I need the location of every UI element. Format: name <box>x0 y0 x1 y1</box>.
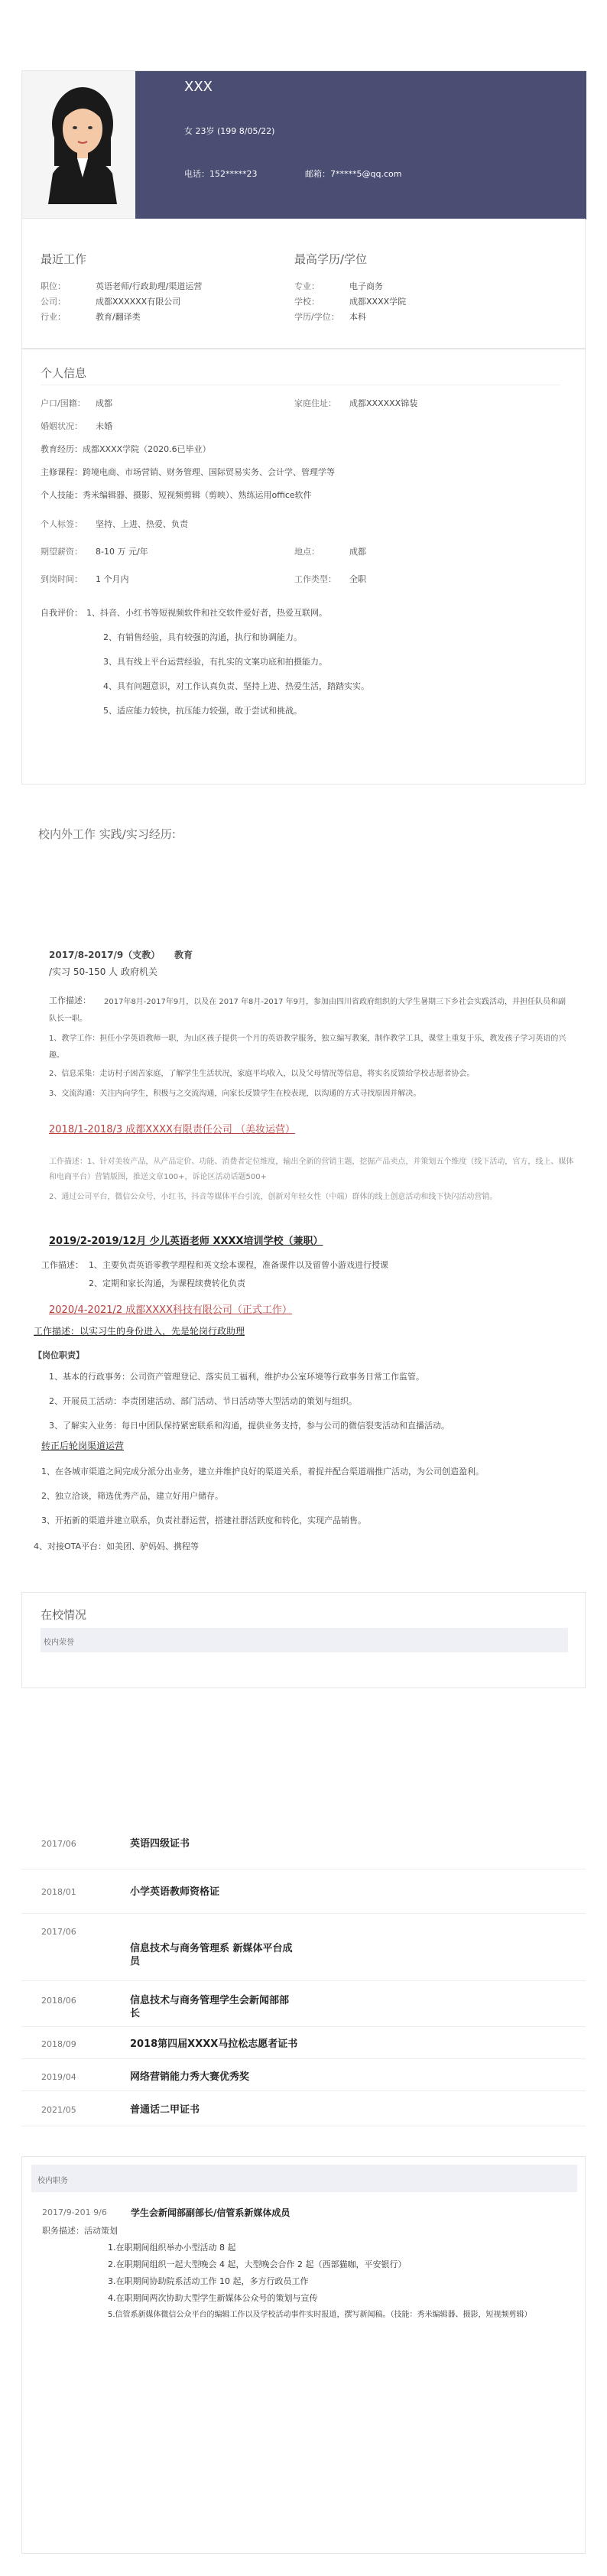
self-eval-item: 4、具有问题意识，对工作认真负责、坚持上进、热爱生活，踏踏实实。 <box>103 681 369 691</box>
recent-work-row: 行业： 教育/翻译类 <box>41 312 141 322</box>
cert-date: 2017/06 <box>41 1839 76 1849</box>
cert-date: 2018/01 <box>41 1887 76 1897</box>
recent-work-row: 职位： 英语老师/行政助理/渠道运营 <box>41 281 203 291</box>
cert-name: 信息技术与商务管理学生会新闻部部长 <box>130 1995 290 2019</box>
role-desc-label: 职务描述：活动策划 <box>42 2226 118 2236</box>
divider <box>21 2026 586 2027</box>
school-roles-card <box>21 2156 586 2554</box>
self-eval-item: 5、适应能力较快，抗压能力较强，敢于尝试和挑战。 <box>103 706 302 716</box>
cert-name: 普通话二甲证书 <box>130 2104 200 2116</box>
self-eval-label: 自我评价： <box>41 608 83 618</box>
summary-card <box>21 219 586 349</box>
salary-row: 期望薪资： 8-10 万 元/年 <box>41 547 148 557</box>
exp4-item: 3、了解实入业务：每日中团队保持紧密联系和沟通，提供业务支持，参与公司的微信裂变活动和直播活动。 <box>49 1421 450 1431</box>
exp4-transfer: 转正后轮岗渠道运营 <box>41 1441 125 1451</box>
avatar <box>37 82 128 204</box>
exp1-item: 2、信息采集：走访村子困苦家庭，了解学生生活状况，家庭平均收入，以及父母情况等信息，将实名反馈给学校志愿者协会。 <box>49 1070 475 1078</box>
tags-row: 个人标签： 坚持、上进、热爱、负责 <box>41 519 188 529</box>
role-item: 1.在职期间组织举办小型活动 8 起 <box>108 2243 236 2253</box>
exp4-item: 2、独立洽谈，筛选优秀产品，建立好用户储存。 <box>41 1491 223 1501</box>
cert-date: 2017/06 <box>41 1927 76 1937</box>
divider <box>21 1980 586 1981</box>
education-title: 最高学历/学位 <box>294 252 368 266</box>
self-eval-item: 1、抖音、小红书等短视频软件和社交软件爱好者，热爱互联网。 <box>86 608 327 618</box>
self-eval-item: 3、具有线上平台运营经验，有扎实的文案功底和拍摄能力。 <box>103 657 327 667</box>
avatar-illustration <box>37 82 128 204</box>
school-honor-bar <box>41 1628 568 1652</box>
email-label: 邮箱： <box>305 169 330 179</box>
cert-name: 网络营销能力秀大赛优秀奖 <box>130 2071 250 2083</box>
exp4-title: 2020/4-2021/2 成都XXXX科技有限公司（正式工作） <box>49 1304 292 1316</box>
school-title: 在校情况 <box>41 1608 87 1622</box>
exp3-title: 2019/2-2019/12月 少儿英语老师 XXXX培训学校（兼职） <box>49 1236 323 1247</box>
school-roles-label: 校内职务 <box>37 2177 68 2185</box>
email-value: 7*****5@qq.com <box>330 169 402 179</box>
exp1-role: 教育 <box>174 950 193 960</box>
school-card <box>21 1592 586 1688</box>
recent-work-row: 公司： 成都XXXXXX有限公司 <box>41 297 181 307</box>
education-row: 学校： 成都XXXX学院 <box>294 297 407 307</box>
exp4-section: 【岗位职责】 <box>34 1350 84 1360</box>
exp3-item: 1、主要负责英语零教学理程和英文绘本课程，准备课件以及留曾小游戏进行授课 <box>89 1260 388 1270</box>
divider <box>21 2058 586 2059</box>
divider <box>21 2090 586 2091</box>
exp4-item: 3、开拓新的渠道并建立联系，负责社群运营，搭建社群活跃度和转化，实现产品销售。 <box>41 1515 366 1525</box>
education-row: 学历/学位： 本科 <box>294 312 366 322</box>
edu-line: 教育经历：成都XXXX学院（2020.6已毕业） <box>41 444 211 454</box>
phone-row <box>184 167 258 180</box>
exp2-title: 2018/1-2018/3 成都XXXX有限责任公司 （美妆运营） <box>49 1124 296 1135</box>
exp1-period: 2017/8-2017/9（支教） <box>49 950 161 960</box>
exp1-desc: 2017年8月-2017年9月，以及在 2017 年8月-2017 年9月，参加由四川省政府组织的大学生暑期三下乡社会实践活动，并担任队员和副队长一职。 <box>49 998 566 1023</box>
exp4-desc: 工作描述：以实习生的身份进入，先是轮岗行政助理 <box>34 1326 245 1337</box>
role-item: 4.在职期间两次协助大型学生新媒体公众号的策划与宣传 <box>108 2293 318 2303</box>
role-period: 2017/9-201 9/6 <box>42 2207 107 2217</box>
exp2-desc: 工作描述：1、针对美妆产品，从产品定价、功能、消费者定位维度，输出全新的营销主题，挖掘产品卖点，并策划五个维度（线下活动，官方，线上、媒体和电商平台）营销版图，推送文章100+，诉论区活动话题500+ <box>49 1158 574 1181</box>
exp4-item: 1、在各城市渠道之间完成分派分出业务，建立并维护良好的渠道关系，着捉并配合渠道端推广活动，为公司创造盈利。 <box>41 1467 484 1476</box>
email-row <box>305 167 401 180</box>
cert-date: 2018/06 <box>41 1996 76 2006</box>
header-band <box>135 71 586 219</box>
cert-date: 2021/05 <box>41 2105 76 2115</box>
cert-name: 信息技术与商务管理系 新媒体平台成员 <box>130 1943 293 1967</box>
cert-name: 英语四级证书 <box>130 1838 190 1850</box>
exp3-desc-label: 工作描述： <box>41 1260 83 1270</box>
cert-name: 小学英语教师资格证 <box>130 1886 220 1898</box>
candidate-name: XXX <box>184 79 213 95</box>
marital-row: 婚姻状况： 未婚 <box>41 421 112 431</box>
cert-date: 2019/04 <box>41 2072 76 2082</box>
exp4-item: 2、开展员工活动：李责团建活动、部门活动、节日活动等大型活动的策划与组织。 <box>49 1396 357 1406</box>
school-honor-label: 校内荣誉 <box>44 1639 74 1647</box>
exp1-sub: /实习 50-150 人 政府机关 <box>49 966 157 977</box>
jobtype-row: 工作类型： 全职 <box>294 574 366 584</box>
hukou-row: 户口/国籍： 成都 <box>41 398 112 408</box>
divider <box>21 1913 586 1914</box>
phone-value: 152*****23 <box>209 169 258 179</box>
arrival-row: 到岗时间： 1 个月内 <box>41 574 129 584</box>
self-eval-item: 2、有销售经验，具有较强的沟通，执行和协调能力。 <box>103 632 302 642</box>
home-row: 家庭住址： 成都XXXXXX锦装 <box>294 398 418 408</box>
exp2-item: 2、通过公司平台，微信公众号，小红书，抖音等媒体平台引流，创新对年轻女性（中端）群体的线上创意活动和线下快闪活动营销。 <box>49 1193 498 1201</box>
personal-info-card <box>21 349 586 784</box>
exp1-item: 1、教学工作：担任小学英语教师一职，为山区孩子提供一个月的英语教学服务，独立编写教案，制作教学工具，课堂上重复于乐，教发孩子学习英语的兴趣。 <box>49 1035 566 1060</box>
education-row: 专业： 电子商务 <box>294 281 383 291</box>
location-row: 地点： 成都 <box>294 547 366 557</box>
cert-name: 2018第四届XXXX马拉松志愿者证书 <box>130 2038 298 2050</box>
phone-label: 电话： <box>184 169 209 179</box>
role-title: 学生会新闻部副部长/信管系新媒体成员 <box>131 2207 291 2218</box>
school-roles-bar <box>31 2165 577 2192</box>
exp4-item: 4、对接OTA平台：如美团、驴妈妈、携程等 <box>34 1541 200 1551</box>
cert-date: 2018/09 <box>41 2039 76 2049</box>
candidate-meta: 女 23岁 (199 8/05/22) <box>184 126 275 136</box>
exp3-item: 2、定期和家长沟通，为课程续费转化负责 <box>89 1278 245 1288</box>
role-item: 5.信管系新媒体微信公众平台的编辑工作以及学校活动事件实时报道，撰写新闻稿。（技能：秀米编辑器、摄影，短视频剪辑） <box>108 2311 532 2319</box>
recent-work-title: 最近工作 <box>41 252 87 266</box>
exp1-desc-label: 工作描述： <box>49 996 91 1005</box>
resume-header <box>21 70 586 219</box>
role-item: 3.在职期间协助院系活动工作 10 起，多方行政员工作 <box>108 2276 309 2286</box>
courses-line: 主修课程：跨境电商、市场营销、财务管理、国际贸易实务、会计学、管理学等 <box>41 467 335 477</box>
campus-work-title: 校内外工作 实践/实习经历: <box>38 827 176 841</box>
role-item: 2.在职期间组织一起大型晚会 4 起，大型晚会合作 2 起（西部猫咖，平安银行） <box>108 2259 407 2269</box>
personal-info-title: 个人信息 <box>41 366 87 380</box>
exp4-item: 1、基本的行政事务：公司资产管理登记、落实员工福利，维护办公室环境等行政事务日常工作监管。 <box>49 1372 424 1382</box>
skills-line: 个人技能：秀米编辑器、摄影、短视频剪辑（剪映）、熟练运用office软件 <box>41 490 312 500</box>
exp1-item: 3、交流沟通：关注内向学生，积极与之交流沟通，向家长反馈学生在校表现，以沟通的方式寻找原因并解决。 <box>49 1090 421 1098</box>
